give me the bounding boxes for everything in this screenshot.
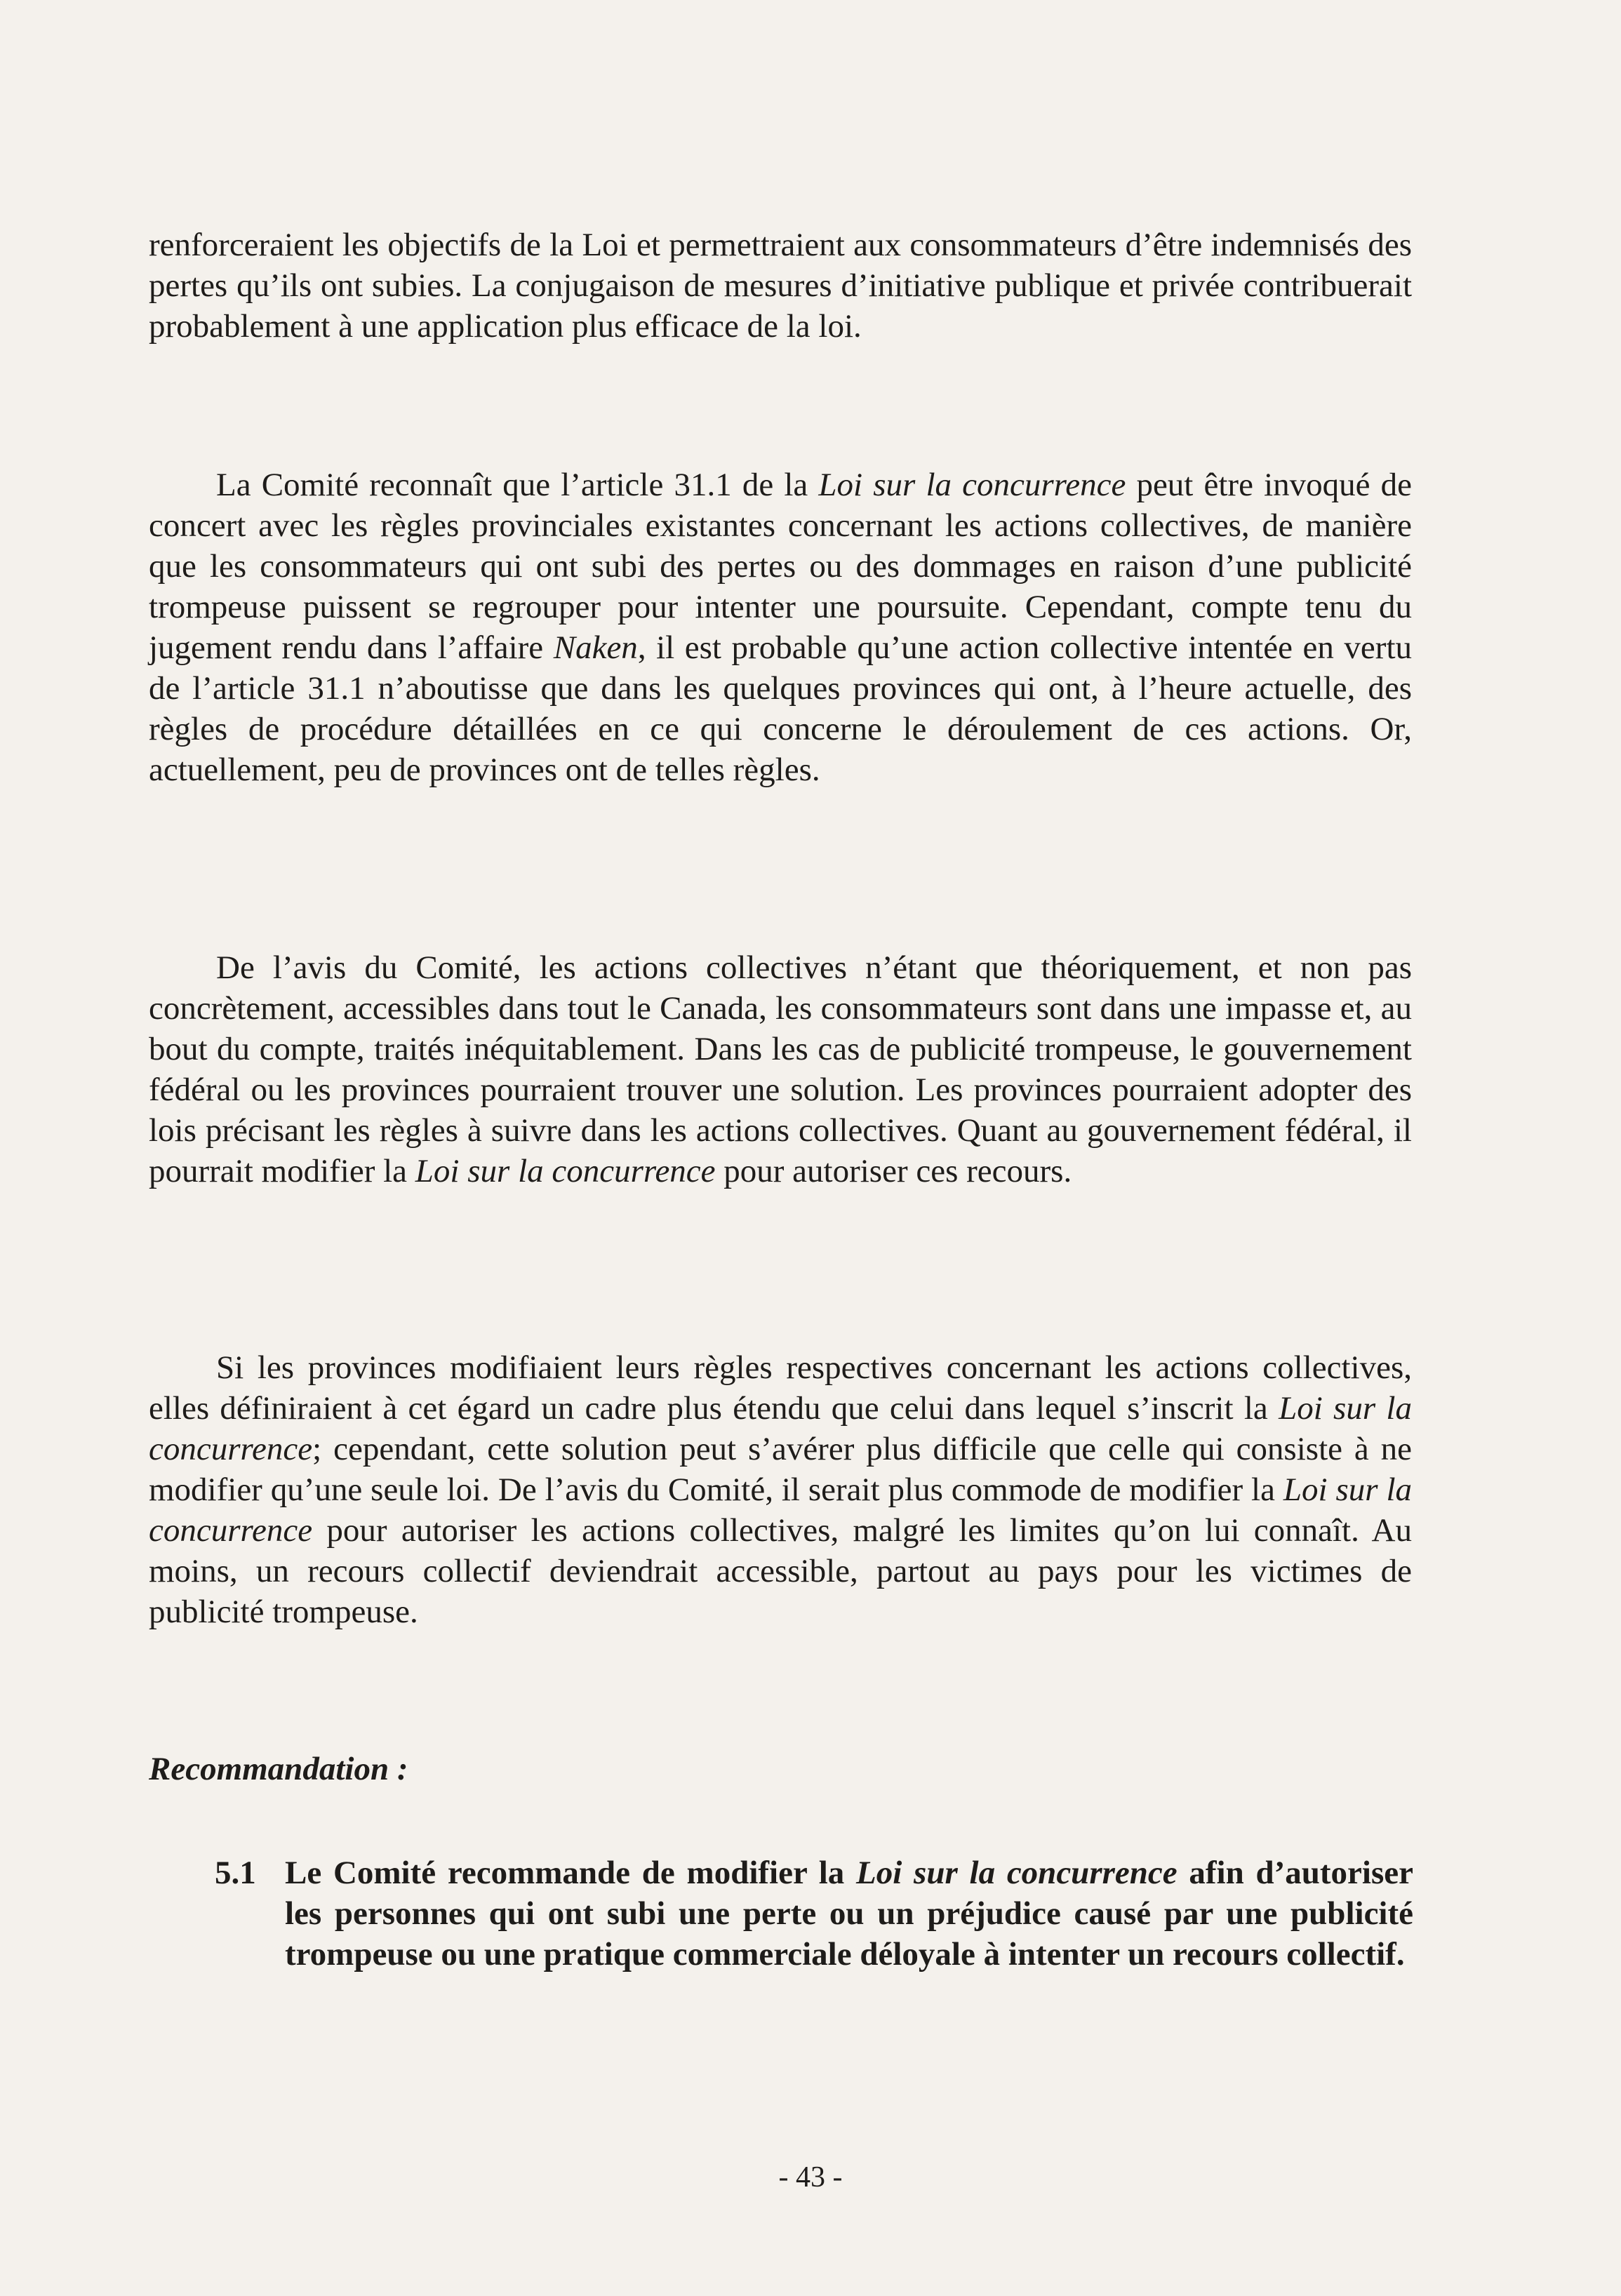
paragraph-continuation [149,225,1412,347]
recommendation-number: 5.1 [215,1855,256,1891]
paragraph-text [149,465,1412,790]
paragraph-text: renforceraient les objectifs de la Loi et permettraient aux consommateurs d’être indemnisés des pertes qu’ils ont subies. La conjugaison de mesures d’initiative publique et privée contribuerait probablement à une application plus efficace de la loi. [149,227,1412,345]
law-title-italic: Loi sur la concurrence [415,1153,716,1189]
law-title-italic: Loi sur la concurrence [856,1855,1178,1891]
recommendation-text [285,1853,1413,1975]
law-title-italic: Loi sur la concurrence [149,1390,1412,1467]
text-run: pour autoriser les actions collectives, malgré les limites qu’on lui connaît. Au moins, un recours collectif deviendrait accessible, partout au pays pour les victimes de publicité trompeuse. [149,1512,1412,1630]
paragraph-provinces [149,1347,1412,1632]
paragraph-article-31-1 [149,465,1412,790]
paragraph-text [149,947,1412,1192]
text-run: De l’avis du Comité, les actions collectives n’étant que théoriquement, et non pas concrètement, accessibles dans tout le Canada, les consommateurs sont dans une impasse et, au bout du compte, traités inéquitablement. Dans les cas de publicité trompeuse, le gouvernement fédéral ou les provinces pourraient trouver une solution. Les provinces pourraient adopter des lois précisant les règles à suivre dans les actions collectives. Quant au gouvernement fédéral, il pourrait modifier la [149,949,1412,1189]
text-run: , il est probable qu’une action collective intentée en vertu de l’article 31.1 n’aboutisse que dans les quelques provinces qui ont, à l’heure actuelle, des règles de procédure détaillées en ce qui concerne le déroulement de ces actions. Or, actuellement, peu de provinces ont de telles règles. [149,629,1412,788]
page-number: - 43 - [778,2161,843,2194]
text-run: peut être invoqué de concert avec les règles provinciales existantes concernant les actions collectives, de manière que les consommateurs qui ont subi des pertes ou des dommages en raison d’une publicité trompeuse puissent se regrouper pour intenter une poursuite. Cependant, compte tenu du jugement rendu dans l’affaire [149,467,1412,666]
text-run: La Comité reconnaît que l’article 31.1 de la [216,467,819,503]
text-run: afin d’autoriser les personnes qui ont subi une perte ou un préjudice causé par une publicité trompeuse ou une pratique commerciale déloyale à intenter un recours collectif. [285,1855,1413,1973]
law-title-italic: Loi sur la concurrence [149,1471,1412,1549]
text-run: Si les provinces modifiaient leurs règles respectives concernant les actions collectives, elles définiraient à cet égard un cadre plus étendu que celui dans lequel s’inscrit la [149,1349,1412,1427]
paragraph-text [149,1347,1412,1632]
recommendation-heading: Recommandation : [149,1751,408,1787]
text-run: ; cependant, cette solution peut s’avérer plus difficile que celle qui consiste à ne modifier qu’une seule loi. De l’avis du Comité, il serait plus commode de modifier la [149,1431,1412,1508]
case-name-italic: Naken [553,629,638,666]
text-run: pour autoriser ces recours. [715,1153,1072,1189]
text-run: Le Comité recommande de modifier la [285,1855,857,1891]
law-title-italic: Loi sur la concurrence [818,467,1126,503]
recommendation-item [215,1853,1413,1975]
paragraph-committee-opinion [149,947,1412,1192]
